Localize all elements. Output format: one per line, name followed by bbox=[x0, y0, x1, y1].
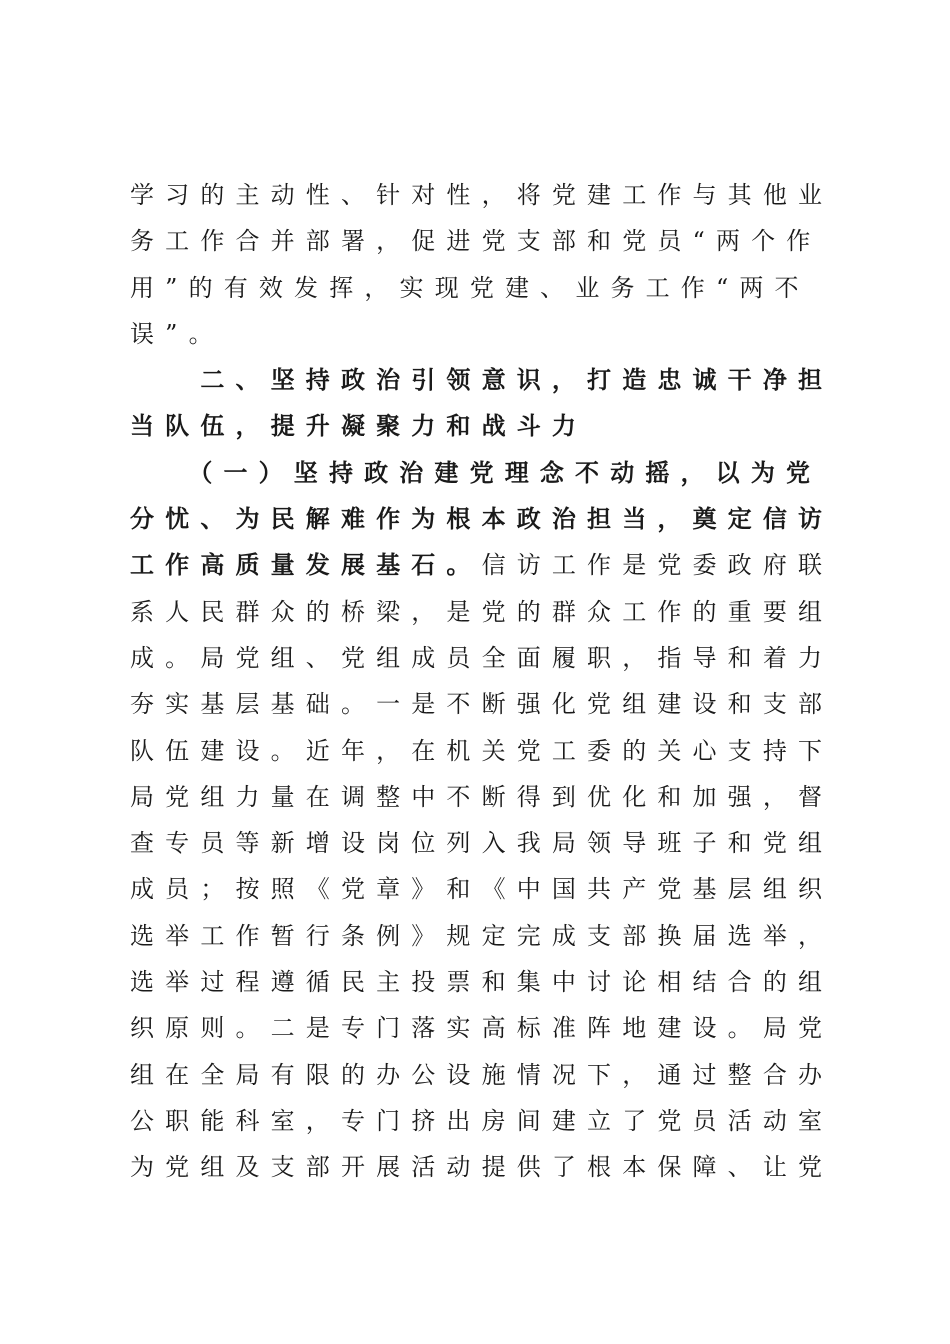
text-line: 学习的主动性、针对性，将党建工作与其他业 bbox=[130, 181, 834, 209]
text-line: 查专员等新增设岗位列入我局领导班子和党组 bbox=[130, 829, 834, 858]
text-line: 用”的有效发挥，实现党建、业务工作“两不 bbox=[130, 273, 810, 302]
text-line: 误”。 bbox=[130, 319, 224, 348]
text-line: 为党组及支部开展活动提供了根本保障、让党 bbox=[130, 1153, 834, 1182]
text-line: 局党组力量在调整中不断得到优化和加强，督 bbox=[130, 782, 834, 811]
mixed-line bbox=[130, 542, 837, 588]
subsection-heading-line: （一）坚持政治建党理念不动摇，以为党 bbox=[130, 457, 822, 487]
section-heading-line: 二、坚持政治引领意识，打造忠诚干净担 bbox=[130, 366, 834, 395]
subsection-heading-tail: 工作高质量发展基石。 bbox=[130, 550, 482, 580]
body-text-start: 信访工作是党委政府联 bbox=[481, 551, 834, 580]
section-heading-line: 当队伍，提升凝聚力和战斗力 bbox=[130, 412, 588, 441]
text-line: 队伍建设。近年，在机关党工委的关心支持下 bbox=[130, 736, 834, 765]
text-line: 成员；按照《党章》和《中国共产党基层组织 bbox=[130, 875, 834, 904]
text-line: 务工作合并部署，促进党支部和党员“两个作 bbox=[130, 227, 822, 256]
document-body bbox=[130, 172, 834, 1191]
text-line: 选举过程遵循民主投票和集中讨论相结合的组 bbox=[130, 968, 834, 997]
text-line: 织原则。二是专门落实高标准阵地建设。局党 bbox=[130, 1014, 834, 1043]
text-line: 成。局党组、党组成员全面履职，指导和着力 bbox=[130, 643, 834, 672]
text-line: 选举工作暂行条例》规定完成支部换届选举， bbox=[130, 921, 834, 950]
text-line: 系人民群众的桥梁，是党的群众工作的重要组 bbox=[130, 597, 834, 626]
subsection-heading-line: 分忧、为民解难作为根本政治担当，奠定信访 bbox=[130, 504, 834, 534]
text-line: 公职能科室，专门挤出房间建立了党员活动室 bbox=[130, 1106, 834, 1135]
text-line: 组在全局有限的办公设施情况下，通过整合办 bbox=[130, 1060, 834, 1089]
text-line: 夯实基层基础。一是不断强化党组建设和支部 bbox=[130, 690, 834, 719]
